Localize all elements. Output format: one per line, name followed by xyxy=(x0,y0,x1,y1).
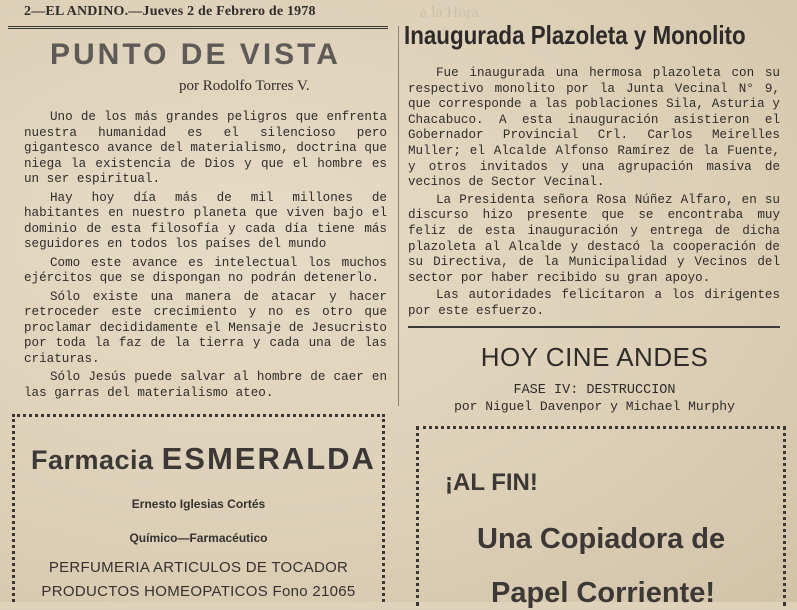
paragraph: Uno de los más grandes peligros que enfrenta nuestra humanidad es el silencioso pero gigantesco avance del materialismo, doctrina que niega la existencia de Dios y que el hombre es un ser espiritual. xyxy=(24,110,387,186)
ad-headline-2: Papel Corriente! xyxy=(491,577,715,609)
column-divider xyxy=(398,26,399,406)
cinema-headline: HOY CINE ANDES xyxy=(480,342,709,372)
byline: por Rodolfo Torres V. xyxy=(179,78,310,94)
masthead: 2—EL ANDINO.—Jueves 2 de Febrero de 1978 xyxy=(24,4,316,19)
article-headline: Inaugurada Plazoleta y Monolito xyxy=(404,20,746,50)
ad-exclamation: ¡AL FIN! xyxy=(445,469,538,496)
farmacia-owner: Ernesto Iglesias Cortés xyxy=(131,497,266,511)
paragraph: La Presidenta señora Rosa Núñez Alfaro, en su discurso hizo presente que se encontraba muy feliz de esta inauguración y entrega de dicha plazoleta al Alcalde y destacó la cooperación de su Directiva, de la Municipalidad y Vecinos del sector por haber recibido su gran apoyo. xyxy=(408,192,780,285)
farmacia-products-line1: PERFUMERIA ARTICULOS DE TOCADOR xyxy=(48,559,349,576)
section-rule xyxy=(408,326,780,328)
farmacia-brand: ESMERALDA xyxy=(161,441,376,476)
paragraph: Las autoridades felicitaron a los dirigentes por este esfuerzo. xyxy=(408,288,780,318)
farmacia-products-line2: PRODUCTOS HOMEOPATICOS Fono 21065 xyxy=(41,583,356,600)
film-credits: por Niguel Davenpor y Michael Murphy xyxy=(454,399,735,414)
farmacia-profession: Químico—Farmacéutico xyxy=(129,531,268,545)
paragraph: Hay hoy día más de mil millones de habitantes en nuestro planeta que viven bajo el dominio de esta filosofía y cada día tiene más seguidores en todos los países del mundo xyxy=(24,190,387,251)
copiadora-advertisement xyxy=(416,426,786,609)
paragraph: Sólo Jesús puede salvar al hombre de caer en las garras del materialismo ateo. xyxy=(24,370,387,400)
bleed-through-text: a la Hora xyxy=(420,4,479,21)
paragraph: Sólo existe una manera de atacar y hacer retroceder este crecimiento y no es otro que proclamar decididamente el Mensaje de Jesucristo por toda la faz de la tierra y cada una de las criaturas. xyxy=(24,289,387,366)
farmacia-name xyxy=(31,441,376,477)
article-body xyxy=(408,66,780,322)
section-title: PUNTO DE VISTA xyxy=(50,38,341,71)
farmacia-prefix: Farmacia xyxy=(31,445,154,475)
farmacia-advertisement xyxy=(12,414,385,602)
article-body xyxy=(24,110,387,404)
film-title: FASE IV: DESTRUCCION xyxy=(513,383,676,398)
masthead-rule xyxy=(8,26,388,29)
ad-headline: Una Copiadora de xyxy=(477,523,726,555)
paragraph: Fue inaugurada una hermosa plazoleta con su respectivo monolito por la Junta Vecinal N° 9, que corresponde a las poblaciones Sila, Asturia y Chacabuco. A esta inauguración asistieron el Gobernador Provincial Crl. Carlos Meirelles Muller; el Alcalde Alfonso Ramírez de la Fuente, y otros invitados y una agrupación masiva de vecinos de Sector Vecinal. xyxy=(408,66,780,190)
paragraph: Como este avance es intelectual los muchos ejércitos que se dispongan no podrán detenerlo. xyxy=(24,255,387,285)
